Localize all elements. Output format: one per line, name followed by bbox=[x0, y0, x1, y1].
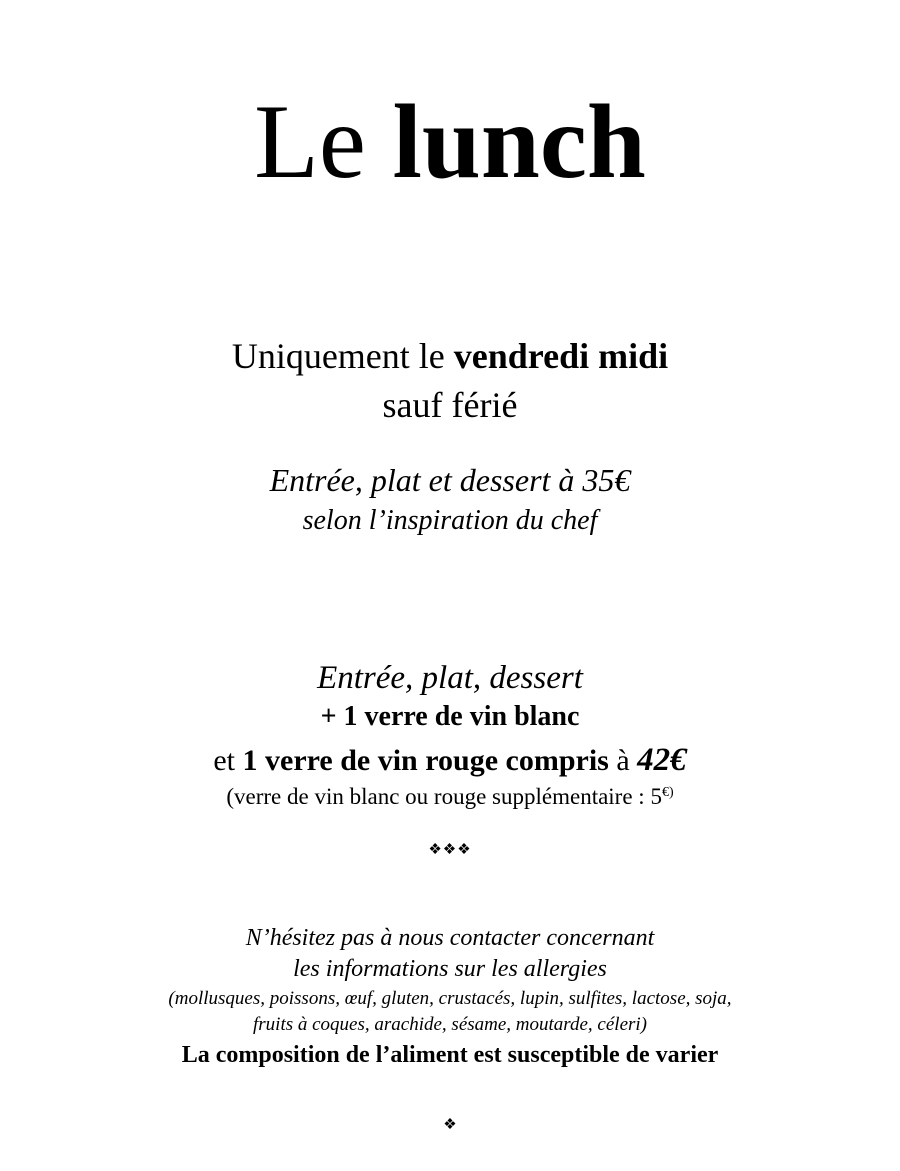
allergy-line-2: les informations sur les allergies bbox=[293, 956, 607, 982]
allergy-notice: La composition de l’aliment est susceptible de varier bbox=[181, 1042, 719, 1068]
allergy-line-1: N’hésitez pas à nous contacter concernant bbox=[245, 925, 655, 951]
offer-wine-line-1: Entrée, plat, dessert bbox=[317, 660, 583, 696]
offer-simple-sub: selon l’inspiration du chef bbox=[302, 505, 598, 536]
offer-wine-extra bbox=[0, 782, 900, 812]
offer-wine-et: et bbox=[213, 744, 235, 777]
offer-wine-price: 42€ bbox=[637, 742, 687, 778]
title-bold: lunch bbox=[392, 83, 646, 200]
schedule-day: vendredi midi bbox=[453, 336, 669, 376]
allergy-list-1: (mollusques, poissons, œuf, gluten, crustacés, lupin, sulfites, lactose, soja, bbox=[168, 988, 732, 1009]
allergy-list-2: fruits à coques, arachide, sésame, moutarde, céleri) bbox=[253, 1014, 647, 1035]
page-title bbox=[0, 82, 900, 202]
schedule-line-2: sauf férié bbox=[382, 385, 518, 425]
schedule-prefix: Uniquement le bbox=[231, 336, 445, 376]
schedule-line-1 bbox=[0, 335, 900, 377]
ornament-end: ❖ bbox=[443, 1117, 457, 1133]
offer-wine-extra-sup: €) bbox=[661, 785, 674, 800]
offer-wine-extra-text: (verre de vin blanc ou rouge supplémentaire : 5 bbox=[226, 784, 662, 809]
ornament-separator: ❖❖❖ bbox=[428, 842, 472, 858]
title-prefix: Le bbox=[254, 83, 366, 200]
offer-wine-a: à bbox=[616, 744, 630, 777]
offer-wine-red: 1 verre de vin rouge compris bbox=[242, 744, 609, 777]
offer-wine-line-3 bbox=[0, 741, 900, 780]
offer-simple-main: Entrée, plat et dessert à 35€ bbox=[269, 462, 631, 498]
offer-wine-line-2: + 1 verre de vin blanc bbox=[320, 701, 580, 732]
